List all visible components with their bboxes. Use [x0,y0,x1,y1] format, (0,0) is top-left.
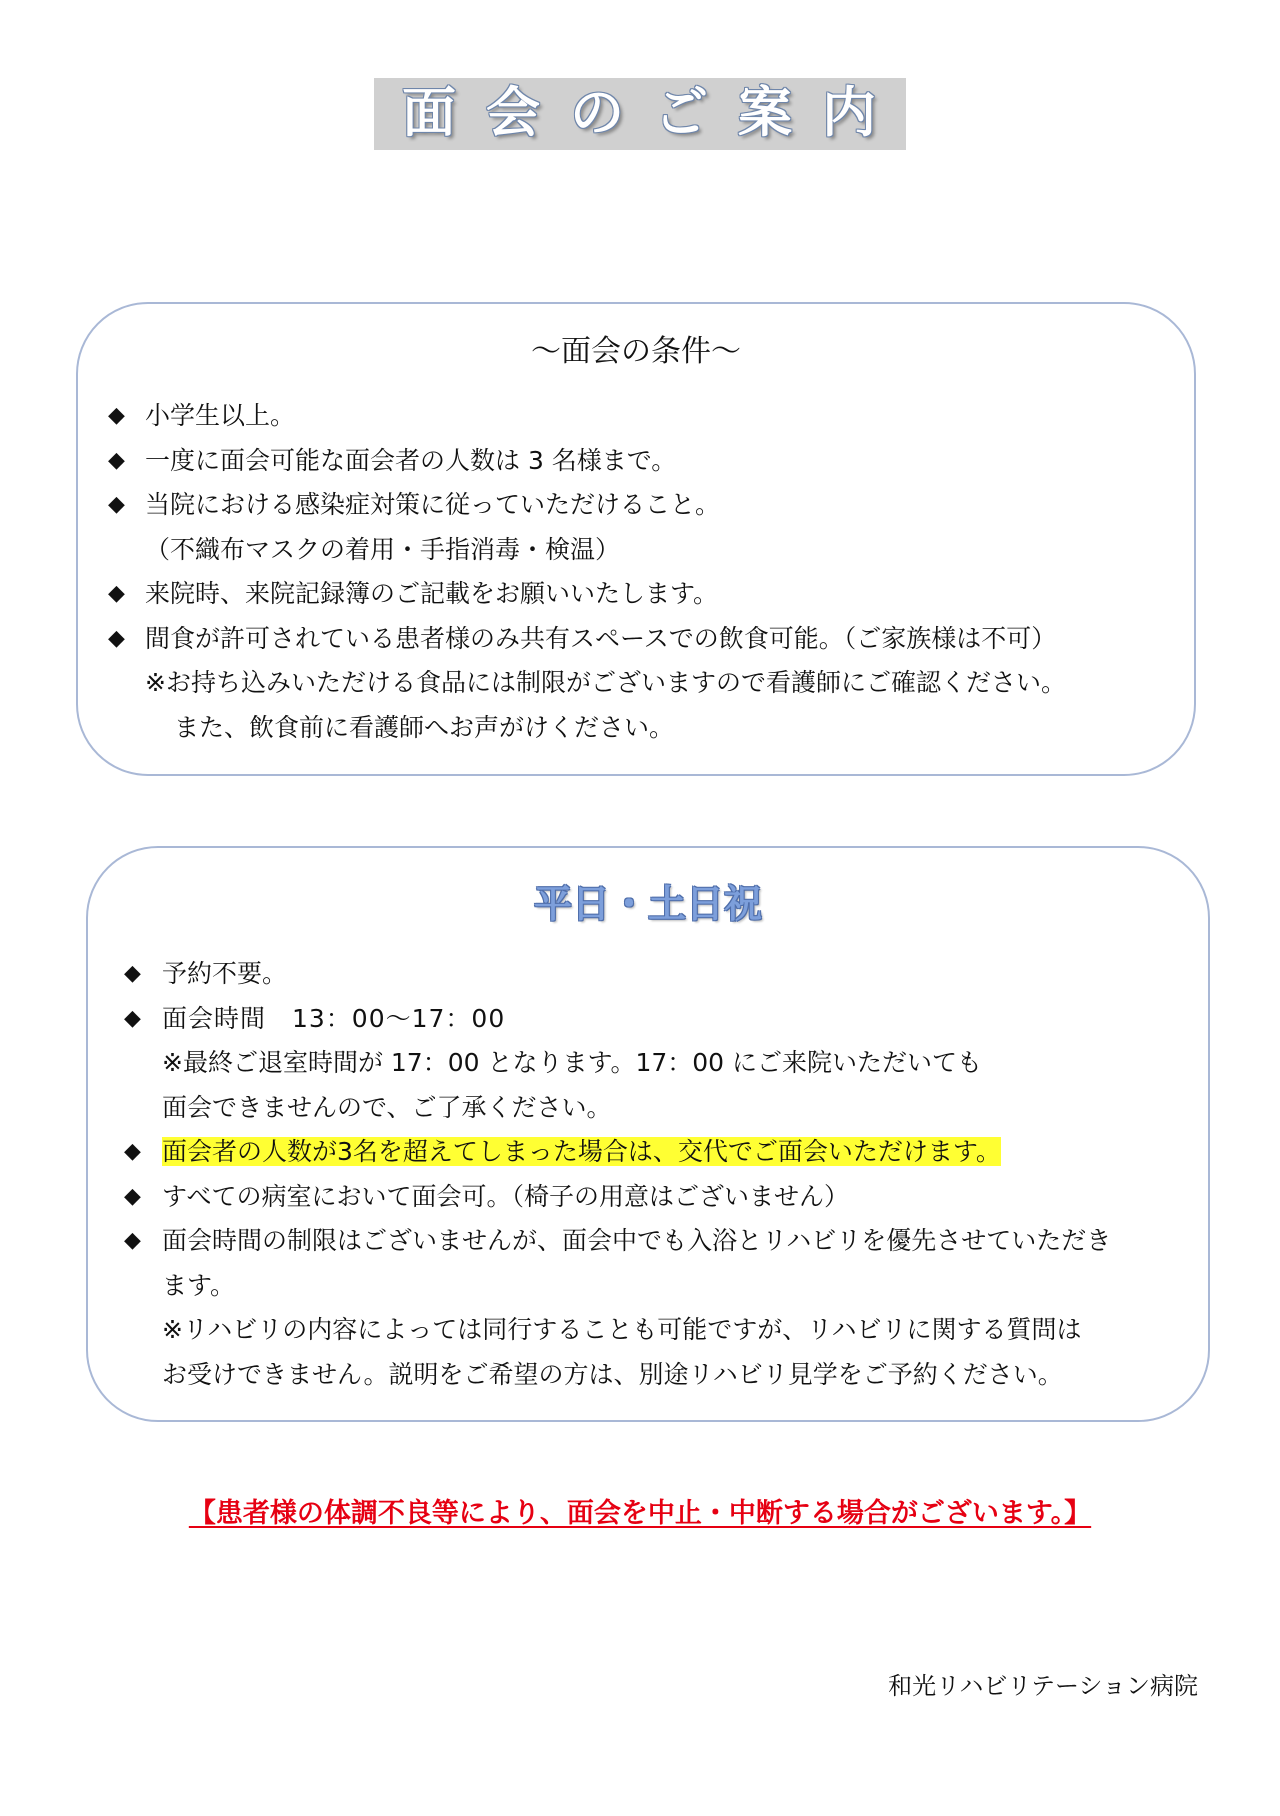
list-item [88,1130,1208,1175]
page-title: 面会のご案内 [374,78,906,150]
list-item-text: ※リハビリの内容によっては同行することも可能ですが、リハビリに関する質問は [162,1315,1082,1344]
list-item [88,1041,1208,1086]
list-item-text: （不織布マスクの着用・手指消毒・検温） [145,534,621,564]
list-item [78,661,1194,706]
list-item-text: すべての病室において面会可。（椅子の用意はございません） [162,1181,850,1211]
list-item [88,952,1208,997]
hospital-name: 和光リハビリテーション病院 [888,1672,1198,1700]
list-item [78,706,1194,751]
list-item-text: 小学生以上。 [145,401,296,430]
list-item-text: また、飲食前に看護師へお声がけください。 [174,712,675,742]
list-item-text: 来院時、来院記録簿のご記載をお願いいたします。 [145,579,719,608]
list-item [88,1308,1208,1353]
diamond-bullet-icon: ◆ [108,403,125,428]
diamond-bullet-icon: ◆ [124,961,141,986]
conditions-heading: ～面会の条件～ [531,334,741,369]
schedule-list [88,952,1208,1397]
conditions-box [76,302,1196,776]
list-item-text: ます。 [162,1270,236,1300]
highlighted-text: 面会者の人数が3名を超えてしまった場合は、交代でご面会いただけます。 [162,1137,1001,1166]
list-item [78,572,1194,617]
diamond-bullet-icon: ◆ [108,625,125,651]
schedule-heading: 平日・土日祝 [533,882,762,926]
list-item-text: ※お持ち込みいただける食品には制限がございますので看護師にご確認ください。 [145,668,1066,697]
list-item [88,1175,1208,1220]
list-item-text: 間食が許可されている患者様のみ共有スペースでの飲食可能。（ご家族様は不可） [145,623,1057,653]
list-item [78,528,1194,573]
diamond-bullet-icon: ◆ [124,1005,141,1031]
diamond-bullet-icon: ◆ [124,1139,141,1164]
diamond-bullet-icon: ◆ [108,581,125,606]
diamond-bullet-icon: ◆ [124,1228,141,1253]
list-item-text: 一度に面会可能な面会者の人数は 3 名様まで。 [145,445,677,475]
list-item-text: 面会時間 13：00～17：00 [162,1003,506,1033]
list-item [78,439,1194,484]
cancellation-notice: 【患者様の体調不良等により、面会を中止・中断する場合がございます。】 [188,1498,1092,1529]
list-item-text: お受けできません。説明をご希望の方は、別途リハビリ見学をご予約ください。 [162,1359,1063,1389]
list-item [88,1353,1208,1398]
title-area [0,78,1280,150]
list-item [88,1264,1208,1309]
list-item-text: 予約不要。 [162,959,288,988]
list-item [88,1086,1208,1131]
list-item-text: 面会できませんので、ご了承ください。 [162,1092,612,1122]
diamond-bullet-icon: ◆ [124,1183,141,1209]
conditions-list [78,394,1194,750]
list-item [88,997,1208,1042]
list-item [78,617,1194,662]
list-item [78,483,1194,528]
diamond-bullet-icon: ◆ [108,447,125,473]
schedule-box [86,846,1210,1422]
list-item-text: 当院における感染症対策に従っていただけること。 [145,490,721,519]
diamond-bullet-icon: ◆ [108,492,125,517]
list-item-text: ※最終ご退室時間が 17：00 となります。17：00 にご来院いただいても [162,1048,983,1077]
list-item [88,1219,1208,1264]
list-item [78,394,1194,439]
list-item-text: 面会時間の制限はございませんが、面会中でも入浴とリハビリを優先させていただき [162,1226,1112,1255]
